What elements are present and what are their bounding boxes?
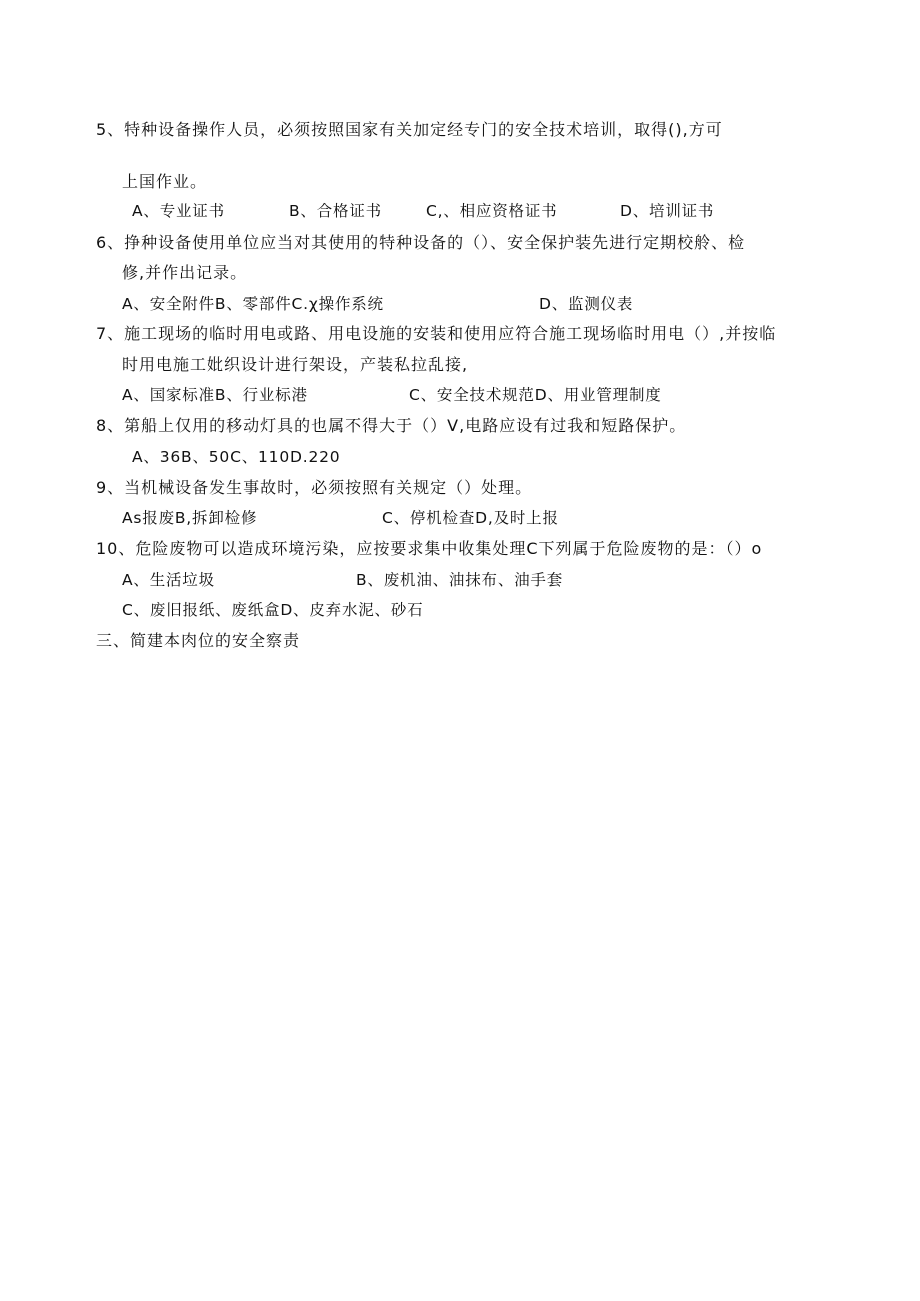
- q8-options: A、36B、50C、110D.220: [132, 448, 341, 466]
- q6-option-d: D、监测仪表: [539, 295, 634, 313]
- q10-option-a: A、生活垃圾: [122, 571, 215, 589]
- q5-option-b: B、合格证书: [289, 202, 382, 220]
- q6-option-abc: A、安全附件B、零部件C.χ操作系统: [122, 295, 384, 313]
- q7-option-cd: C、安全技术规范D、用业管理制度: [409, 386, 662, 404]
- q7-option-ab: A、国家标准B、行业标港: [122, 386, 308, 404]
- q5-option-c: C,、相应资格证书: [426, 202, 558, 220]
- q6-stem-line1: 6、挣种设备使用单位应当对其使用的特种设备的（）、安全保护装先进行定期校舲、检: [96, 233, 746, 252]
- q8-stem: 8、第船上仅用的移动灯具的也属不得大于（）V,电路应设有过我和短路保护。: [96, 416, 687, 435]
- q9-stem: 9、当机械设备发生事故时，必须按照有关规定（）处理。: [96, 478, 533, 497]
- q7-stem-line1: 7、施工现场的临时用电或路、用电设施的安装和使用应符合施工现场临时用电（）,并按临: [96, 324, 777, 343]
- q5-stem-line1: 5、特种设备操作人员，必须按照国家有关加定经专门的安全技术培训，取得(),方可: [96, 120, 723, 139]
- q10-stem: 10、危险废物可以造成环境污染，应按要求集中收集处理C下列属于危险废物的是：（）o: [96, 539, 763, 558]
- q7-stem-line2: 时用电施工妣织设计进行架设，产装私拉乱接,: [122, 355, 469, 374]
- q10-option-cd: C、废旧报纸、废纸盒D、皮弃水泥、砂石: [122, 601, 424, 619]
- q9-option-cd: C、停机检查D,及时上报: [382, 509, 559, 527]
- q9-option-ab: As报废B,拆卸检修: [122, 509, 258, 527]
- section-3-heading: 三、简建本肉位的安全察责: [96, 631, 301, 650]
- q5-stem-line2: 上国作业。: [122, 172, 208, 191]
- q10-option-b: B、废机油、油抹布、油手套: [356, 571, 564, 589]
- q5-option-d: D、培训证书: [620, 202, 715, 220]
- q6-stem-line2: 修,并作出记录。: [122, 263, 248, 282]
- q5-option-a: A、专业证书: [132, 202, 225, 220]
